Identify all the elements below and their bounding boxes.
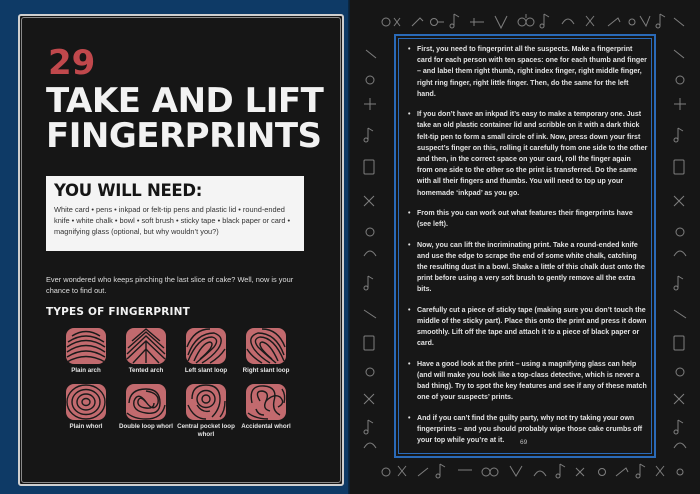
fingerprint-left-slant-loop [176, 327, 236, 375]
fingerprint-label: Central pocket loop whorl [177, 423, 235, 438]
instruction-step: • Have a good look at the print – using a magnifying glass can help (and will make you look like a top-class detective, which is never a bad thing). Try to spot the key features and see if any of these match one of your suspects’ prints. [408, 360, 647, 402]
types-heading: TYPES OF FINGERPRINT [46, 306, 190, 318]
page-title [46, 81, 324, 156]
left-slant-loop-icon [184, 327, 228, 365]
instruction-step: • Now, you can lift the incriminating print. Take a round-ended knife and use the edge to scrape the end of some white chalk, catching the resulting dust in a bowl. Shake a little of this chalk dust onto the print before using a very soft brush to gently remove all the extra bits. [408, 241, 645, 294]
fingerprint-types-grid [56, 327, 296, 447]
instruction-step: • From this you can work out what features their fingerprints have (see left). [408, 210, 633, 229]
fingerprint-central-pocket-loop-whorl [176, 383, 236, 439]
fingerprint-tented-arch [116, 327, 176, 375]
title-line-1: TAKE AND LIFT [46, 81, 324, 121]
fingerprint-label: Tented arch [128, 367, 164, 374]
page-number: 69 [520, 439, 528, 446]
fingerprint-accidental-whorl [236, 383, 296, 431]
fingerprint-label: Double loop whorl [119, 423, 173, 430]
fingerprint-plain-whorl [56, 383, 116, 431]
instruction-step: • Carefully cut a piece of sticky tape (making sure you don’t touch the middle of the sticky part). Place this onto the print and press it down smoothly. Lift off the tape and attach it to a piece of black paper or card. [408, 306, 647, 348]
plain-whorl-icon [64, 383, 108, 421]
instruction-step: • And if you can’t find the guilty party, why not try taking your own fingerprints – and you should probably wipe those cake crumbs off your top while you’re at it. [408, 414, 643, 445]
right-slant-loop-icon [244, 327, 288, 365]
you-will-need-list: White card • pens • inkpad or felt-tip pens and plastic lid • round-ended knife • white chalk • bowl • soft brush • sticky tape • black paper or card • magnifying glass (optional, but why wouldn’t you?) [54, 205, 291, 236]
fingerprint-double-loop-whorl [116, 383, 176, 431]
instructions-list [408, 44, 648, 456]
fingerprint-label: Left slant loop [184, 367, 228, 374]
plain-arch-icon [64, 327, 108, 365]
chapter-number: 29 [48, 43, 96, 83]
fingerprint-right-slant-loop [236, 327, 296, 375]
accidental-whorl-icon [244, 383, 288, 421]
fingerprint-label: Plain arch [71, 367, 101, 374]
you-will-need-title: YOU WILL NEED: [54, 181, 203, 200]
fingerprint-label: Accidental whorl [241, 423, 291, 430]
central-pocket-loop-whorl-icon [184, 383, 228, 421]
fingerprint-label: Plain whorl [69, 423, 103, 430]
tented-arch-icon [124, 327, 168, 365]
fingerprint-label: Right slant loop [242, 367, 290, 374]
fingerprint-plain-arch [56, 327, 116, 375]
instruction-step: • First, you need to fingerprint all the suspects. Make a fingerprint card for each person with ten spaces: one for each thumb and finger – and label them right thumb, right index finger, right middle finger, right ring finger, right little finger. Then, do the same for the left hand. [408, 46, 647, 98]
double-loop-whorl-icon [124, 383, 168, 421]
intro-paragraph: Ever wondered who keeps pinching the last slice of cake? Well, now is your chance to find out. [46, 275, 294, 295]
instruction-step: • If you don’t have an inkpad it’s easy to make a temporary one. Just take an old plastic container lid and scribble on it with a dark thick felt-tip pen to form a small circle of ink. Now, press down your first suspect’s finger on this, rolling it carefully from one side to the other and then, in the correct space on your card, roll the finger again from one side to the other so the print is transferred. Do the same with all their fingers and thumbs. You will need to top up your homemade ‘inkpad’ as you go. [408, 111, 648, 197]
title-line-2: FINGERPRINTS [46, 116, 322, 156]
you-will-need-box [46, 176, 304, 251]
